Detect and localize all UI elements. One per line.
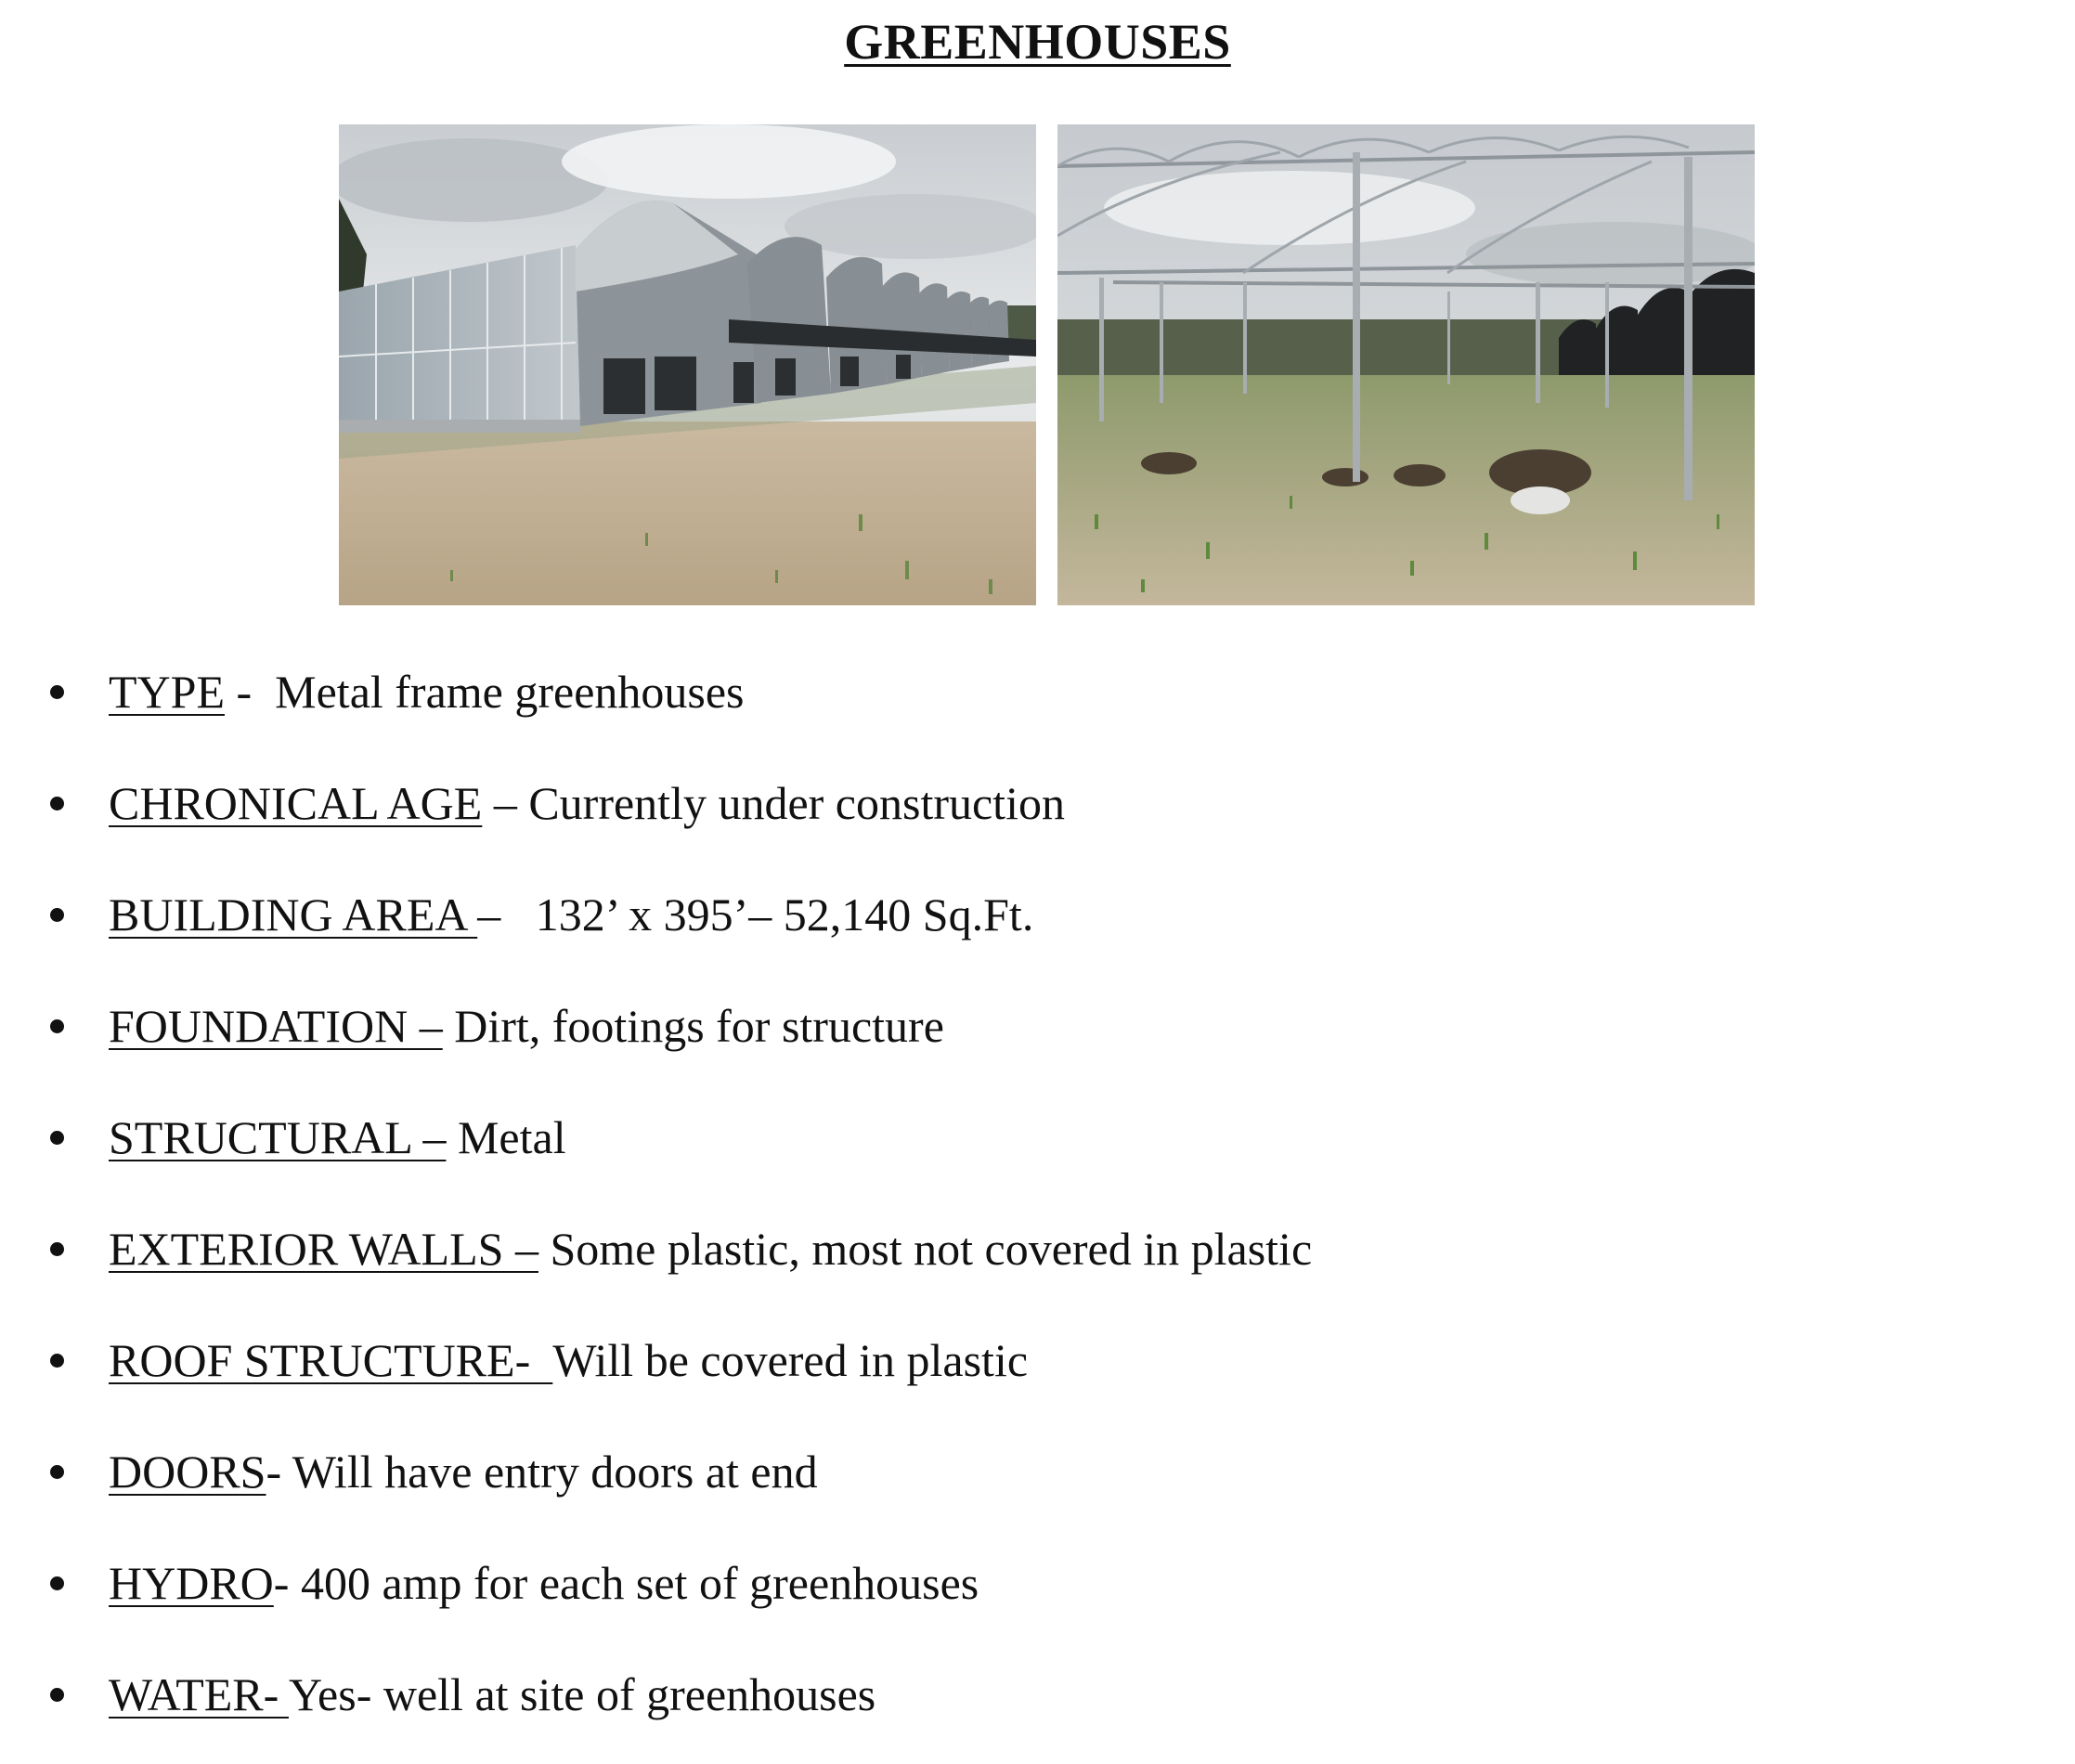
spec-label: FOUNDATION – — [109, 1000, 443, 1052]
bullet-icon — [50, 1131, 64, 1145]
spec-label: CHRONICAL AGE — [109, 777, 483, 829]
bullet-icon — [50, 1688, 64, 1702]
spec-label: STRUCTURAL – — [109, 1111, 447, 1163]
spec-value: Some plastic, most not covered in plastic — [538, 1223, 1313, 1275]
bullet-icon — [50, 797, 64, 811]
spec-label: TYPE — [109, 666, 225, 718]
greenhouse-frame-interior-photo — [1057, 124, 1755, 605]
bullet-icon — [50, 908, 64, 922]
spec-value: Will be covered in plastic — [552, 1334, 1029, 1386]
spec-value: Metal — [446, 1111, 566, 1163]
bullet-icon — [50, 1465, 64, 1479]
page-title: GREENHOUSES — [844, 14, 1231, 70]
spec-label: WATER- — [109, 1668, 289, 1720]
spec-label: ROOF STRUCTURE- — [109, 1334, 553, 1386]
spec-value: - 400 amp for each set of greenhouses — [273, 1557, 979, 1609]
spec-value: Dirt, footings for structure — [442, 1000, 944, 1052]
spec-value: – 132’ x 395’– 52,140 Sq.Ft. — [477, 888, 1034, 940]
spec-label: HYDRO — [109, 1557, 274, 1609]
bullet-icon — [50, 1354, 64, 1368]
spec-label: EXTERIOR WALLS – — [109, 1223, 538, 1275]
greenhouse-exterior-photo — [339, 124, 1036, 605]
bullet-icon — [50, 1576, 64, 1590]
bullet-icon — [50, 1019, 64, 1033]
spec-value: Yes- well at site of greenhouses — [288, 1668, 876, 1720]
spec-value: – Currently under construction — [482, 777, 1065, 829]
bullet-icon — [50, 1242, 64, 1256]
spec-label: BUILDING AREA — [109, 888, 478, 940]
spec-label: DOORS — [109, 1446, 266, 1498]
spec-value: - Metal frame greenhouses — [225, 666, 745, 718]
spec-value: - Will have entry doors at end — [266, 1446, 818, 1498]
bullet-icon — [50, 685, 64, 699]
